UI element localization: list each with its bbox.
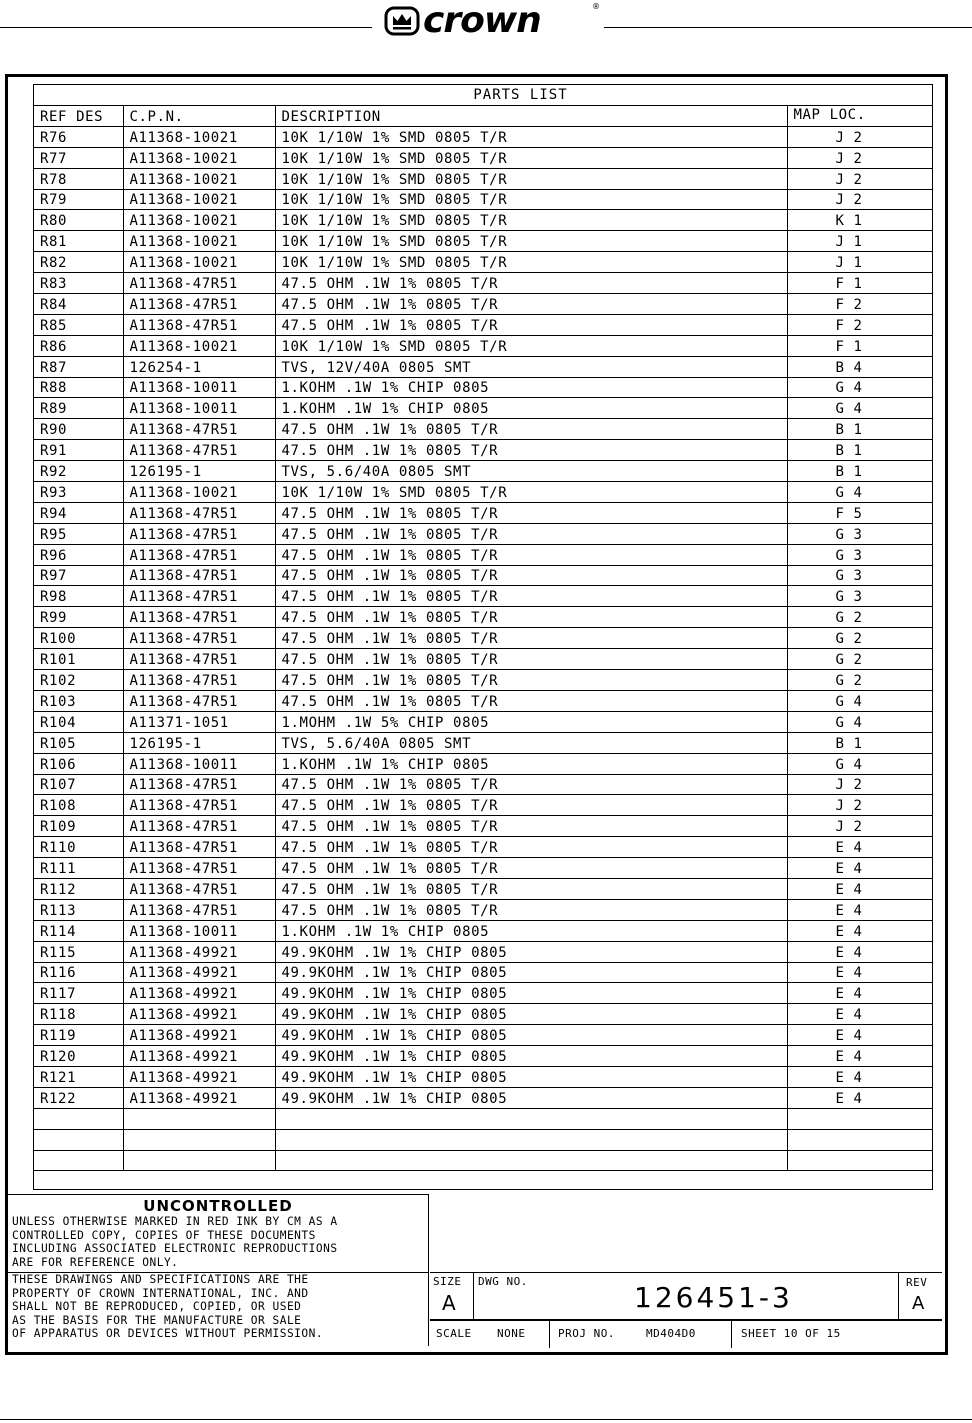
map-loc-cell: G 4	[787, 482, 932, 503]
map-loc-cell: J 1	[787, 252, 932, 273]
map-loc-cell: G 4	[787, 753, 932, 774]
ref-des-cell: R92	[34, 461, 123, 482]
table-row	[34, 941, 932, 962]
crown-wordmark: crown	[423, 0, 541, 41]
sheet-number: SHEET 10 OF 15	[741, 1327, 841, 1340]
map-loc-cell: J 2	[787, 795, 932, 816]
table-row	[34, 920, 932, 941]
table-row	[34, 147, 932, 168]
description-cell: 10K 1/10W 1% SMD 0805 T/R	[275, 252, 787, 273]
ref-des-cell: R117	[34, 983, 123, 1004]
cpn-cell: A11368-10011	[123, 377, 275, 398]
description-cell: 47.5 OHM .1W 1% 0805 T/R	[275, 419, 787, 440]
cpn-cell: A11368-10011	[123, 920, 275, 941]
ref-des-cell: R114	[34, 920, 123, 941]
column-header-description: DESCRIPTION	[275, 106, 787, 126]
crown-logo	[380, 2, 602, 40]
cpn-cell: A11368-47R51	[123, 523, 275, 544]
description-cell: 10K 1/10W 1% SMD 0805 T/R	[275, 189, 787, 210]
table-row	[34, 732, 932, 753]
map-loc-cell: E 4	[787, 1004, 932, 1025]
ref-des-cell: R84	[34, 294, 123, 315]
parts-list-title: PARTS LIST	[34, 85, 932, 106]
table-row	[34, 544, 932, 565]
map-loc-cell: E 4	[787, 1087, 932, 1108]
map-loc-cell: F 2	[787, 314, 932, 335]
cpn-cell: A11368-49921	[123, 941, 275, 962]
description-cell: 47.5 OHM .1W 1% 0805 T/R	[275, 565, 787, 586]
rev-cell	[900, 1273, 940, 1319]
table-row	[34, 461, 932, 482]
cpn-cell: A11368-47R51	[123, 816, 275, 837]
table-row	[34, 690, 932, 711]
ref-des-cell: R90	[34, 419, 123, 440]
ref-des-cell: R120	[34, 1046, 123, 1067]
map-loc-cell	[787, 1150, 932, 1171]
description-cell: 1.KOHM .1W 1% CHIP 0805	[275, 377, 787, 398]
map-loc-cell: J 2	[787, 147, 932, 168]
uncontrolled-notice	[8, 1194, 429, 1273]
map-loc-cell: G 3	[787, 523, 932, 544]
table-row	[34, 231, 932, 252]
description-cell: 49.9KOHM .1W 1% CHIP 0805	[275, 962, 787, 983]
table-row	[34, 502, 932, 523]
table-row	[34, 858, 932, 879]
ref-des-cell: R112	[34, 878, 123, 899]
cpn-cell: A11368-10021	[123, 168, 275, 189]
cpn-cell: A11368-47R51	[123, 690, 275, 711]
dwg-no-value: 126451-3	[634, 1281, 793, 1314]
map-loc-cell: E 4	[787, 1025, 932, 1046]
cpn-cell: A11368-10021	[123, 482, 275, 503]
table-row	[34, 1025, 932, 1046]
map-loc-cell: E 4	[787, 1066, 932, 1087]
map-loc-cell: F 1	[787, 335, 932, 356]
map-loc-cell: G 4	[787, 377, 932, 398]
cpn-cell: A11368-47R51	[123, 419, 275, 440]
cpn-cell: A11368-47R51	[123, 774, 275, 795]
map-loc-cell: E 4	[787, 837, 932, 858]
table-row	[34, 711, 932, 732]
ref-des-cell: R122	[34, 1087, 123, 1108]
description-cell: 47.5 OHM .1W 1% 0805 T/R	[275, 586, 787, 607]
ref-des-cell: R77	[34, 147, 123, 168]
scale-label: SCALE	[436, 1327, 472, 1340]
ref-des-cell: R88	[34, 377, 123, 398]
description-cell: TVS, 12V/40A 0805 SMT	[275, 356, 787, 377]
table-row	[34, 670, 932, 691]
map-loc-cell: F 1	[787, 273, 932, 294]
cpn-cell: A11368-10021	[123, 252, 275, 273]
map-loc-cell: E 4	[787, 983, 932, 1004]
table-row	[34, 899, 932, 920]
ref-des-cell: R113	[34, 899, 123, 920]
cpn-cell: A11368-47R51	[123, 565, 275, 586]
ref-des-cell: R82	[34, 252, 123, 273]
ref-des-cell: R93	[34, 482, 123, 503]
proj-no-label: PROJ NO.	[558, 1327, 615, 1340]
description-cell: 47.5 OHM .1W 1% 0805 T/R	[275, 858, 787, 879]
description-cell: TVS, 5.6/40A 0805 SMT	[275, 461, 787, 482]
ref-des-cell: R97	[34, 565, 123, 586]
description-cell: 47.5 OHM .1W 1% 0805 T/R	[275, 607, 787, 628]
ref-des-cell: R111	[34, 858, 123, 879]
table-row	[34, 335, 932, 356]
table-row	[34, 440, 932, 461]
ref-des-cell: R85	[34, 314, 123, 335]
table-row	[34, 294, 932, 315]
ref-des-cell: R102	[34, 670, 123, 691]
cpn-cell	[123, 1108, 275, 1129]
rev-value: A	[912, 1293, 925, 1314]
table-row	[34, 837, 932, 858]
description-cell: 47.5 OHM .1W 1% 0805 T/R	[275, 795, 787, 816]
description-cell: 47.5 OHM .1W 1% 0805 T/R	[275, 816, 787, 837]
cpn-cell: A11368-47R51	[123, 607, 275, 628]
rev-label: REV	[906, 1276, 928, 1289]
table-row	[34, 314, 932, 335]
ref-des-cell: R116	[34, 962, 123, 983]
description-cell: 47.5 OHM .1W 1% 0805 T/R	[275, 878, 787, 899]
description-cell: 49.9KOHM .1W 1% CHIP 0805	[275, 1066, 787, 1087]
ref-des-cell: R81	[34, 231, 123, 252]
table-row	[34, 523, 932, 544]
description-cell: TVS, 5.6/40A 0805 SMT	[275, 732, 787, 753]
table-row	[34, 1150, 932, 1171]
description-cell: 10K 1/10W 1% SMD 0805 T/R	[275, 147, 787, 168]
cpn-cell: A11371-1051	[123, 711, 275, 732]
description-cell: 47.5 OHM .1W 1% 0805 T/R	[275, 523, 787, 544]
cpn-cell: A11368-10021	[123, 231, 275, 252]
scale-cell	[430, 1320, 550, 1348]
ref-des-cell: R103	[34, 690, 123, 711]
map-loc-cell: B 4	[787, 356, 932, 377]
cpn-cell: A11368-47R51	[123, 628, 275, 649]
cpn-cell: A11368-49921	[123, 1046, 275, 1067]
ref-des-cell: R94	[34, 502, 123, 523]
map-loc-cell: G 4	[787, 398, 932, 419]
description-cell: 47.5 OHM .1W 1% 0805 T/R	[275, 649, 787, 670]
ref-des-cell: R95	[34, 523, 123, 544]
cpn-cell: A11368-10021	[123, 189, 275, 210]
ref-des-cell	[34, 1150, 123, 1171]
cpn-cell: A11368-49921	[123, 1004, 275, 1025]
sheet-cell	[733, 1320, 933, 1348]
description-cell: 10K 1/10W 1% SMD 0805 T/R	[275, 126, 787, 147]
description-cell: 47.5 OHM .1W 1% 0805 T/R	[275, 273, 787, 294]
map-loc-cell: G 2	[787, 670, 932, 691]
cpn-cell: A11368-49921	[123, 1087, 275, 1108]
table-row	[34, 482, 932, 503]
map-loc-cell: G 2	[787, 628, 932, 649]
cpn-cell: A11368-10021	[123, 147, 275, 168]
map-loc-cell: E 4	[787, 1046, 932, 1067]
map-loc-cell: E 4	[787, 858, 932, 879]
map-loc-cell: J 2	[787, 126, 932, 147]
table-row	[34, 273, 932, 294]
cpn-cell: A11368-47R51	[123, 440, 275, 461]
description-cell: 1.MOHM .1W 5% CHIP 0805	[275, 711, 787, 732]
size-label: SIZE	[433, 1275, 462, 1288]
cpn-cell	[123, 1129, 275, 1150]
header-rule-left	[0, 27, 372, 28]
table-row	[34, 607, 932, 628]
description-cell: 49.9KOHM .1W 1% CHIP 0805	[275, 983, 787, 1004]
map-loc-cell: G 2	[787, 649, 932, 670]
cpn-cell: A11368-47R51	[123, 878, 275, 899]
cpn-cell: A11368-47R51	[123, 837, 275, 858]
description-cell: 1.KOHM .1W 1% CHIP 0805	[275, 753, 787, 774]
ref-des-cell: R96	[34, 544, 123, 565]
ref-des-cell: R105	[34, 732, 123, 753]
map-loc-cell: E 4	[787, 962, 932, 983]
table-row	[34, 983, 932, 1004]
column-header-cpn: C.P.N.	[123, 106, 275, 126]
ref-des-cell: R89	[34, 398, 123, 419]
table-row	[34, 1087, 932, 1108]
table-row	[34, 1004, 932, 1025]
map-loc-cell: B 1	[787, 732, 932, 753]
map-loc-cell: G 3	[787, 544, 932, 565]
ref-des-cell: R101	[34, 649, 123, 670]
column-header-ref-des: REF DES	[34, 106, 123, 126]
cpn-cell: A11368-47R51	[123, 294, 275, 315]
ref-des-cell: R91	[34, 440, 123, 461]
ref-des-cell: R110	[34, 837, 123, 858]
column-header-map-loc: MAP LOC.	[787, 106, 932, 126]
cpn-cell: A11368-47R51	[123, 670, 275, 691]
ref-des-cell: R119	[34, 1025, 123, 1046]
ref-des-cell: R104	[34, 711, 123, 732]
table-row	[34, 565, 932, 586]
uncontrolled-text: UNLESS OTHERWISE MARKED IN RED INK BY CM AS A CONTROLLED COPY, COPIES OF THESE DOCUMENTS INCLUDING ASSOCIATED ELECTRONIC REPRODUCTIONS ARE FOR REFERENCE ONLY.	[12, 1215, 338, 1269]
cpn-cell: A11368-47R51	[123, 273, 275, 294]
table-row	[34, 753, 932, 774]
table-row	[34, 356, 932, 377]
ref-des-cell: R109	[34, 816, 123, 837]
table-row	[34, 168, 932, 189]
cpn-cell: A11368-47R51	[123, 795, 275, 816]
ref-des-cell: R78	[34, 168, 123, 189]
description-cell: 47.5 OHM .1W 1% 0805 T/R	[275, 294, 787, 315]
cpn-cell: A11368-47R51	[123, 314, 275, 335]
description-cell: 1.KOHM .1W 1% CHIP 0805	[275, 398, 787, 419]
description-cell: 47.5 OHM .1W 1% 0805 T/R	[275, 544, 787, 565]
description-cell: 49.9KOHM .1W 1% CHIP 0805	[275, 1004, 787, 1025]
proj-no-value: MD404D0	[646, 1327, 696, 1340]
description-cell: 47.5 OHM .1W 1% 0805 T/R	[275, 502, 787, 523]
proj-no-cell	[550, 1320, 732, 1348]
description-cell: 47.5 OHM .1W 1% 0805 T/R	[275, 670, 787, 691]
table-row	[34, 398, 932, 419]
footer-rule	[0, 1419, 972, 1420]
ref-des-cell: R118	[34, 1004, 123, 1025]
ref-des-cell: R107	[34, 774, 123, 795]
table-row	[34, 795, 932, 816]
description-cell: 1.KOHM .1W 1% CHIP 0805	[275, 920, 787, 941]
ref-des-cell: R121	[34, 1066, 123, 1087]
ref-des-cell: R76	[34, 126, 123, 147]
property-notice-text: THESE DRAWINGS AND SPECIFICATIONS ARE THE PROPERTY OF CROWN INTERNATIONAL, INC. AND SHALL NOT BE REPRODUCED, COPIED, OR USED AS THE BASIS FOR THE MANUFACTURE OR SALE OF APPARATUS OR DEVICES WITHOUT PERMISSION.	[12, 1273, 324, 1340]
ref-des-cell: R87	[34, 356, 123, 377]
ref-des-cell	[34, 1129, 123, 1150]
table-row	[34, 816, 932, 837]
cpn-cell: A11368-49921	[123, 983, 275, 1004]
ref-des-cell: R108	[34, 795, 123, 816]
description-cell: 47.5 OHM .1W 1% 0805 T/R	[275, 774, 787, 795]
cpn-cell: A11368-47R51	[123, 586, 275, 607]
description-cell: 47.5 OHM .1W 1% 0805 T/R	[275, 899, 787, 920]
description-cell: 47.5 OHM .1W 1% 0805 T/R	[275, 690, 787, 711]
description-cell: 10K 1/10W 1% SMD 0805 T/R	[275, 482, 787, 503]
map-loc-cell: E 4	[787, 941, 932, 962]
ref-des-cell: R99	[34, 607, 123, 628]
description-cell: 47.5 OHM .1W 1% 0805 T/R	[275, 837, 787, 858]
description-cell: 49.9KOHM .1W 1% CHIP 0805	[275, 1087, 787, 1108]
ref-des-cell: R115	[34, 941, 123, 962]
table-row	[34, 419, 932, 440]
description-cell: 10K 1/10W 1% SMD 0805 T/R	[275, 168, 787, 189]
table-row	[34, 1046, 932, 1067]
description-cell: 10K 1/10W 1% SMD 0805 T/R	[275, 231, 787, 252]
description-cell: 49.9KOHM .1W 1% CHIP 0805	[275, 941, 787, 962]
ref-des-cell: R80	[34, 210, 123, 231]
map-loc-cell: J 2	[787, 774, 932, 795]
ref-des-cell: R79	[34, 189, 123, 210]
property-notice	[8, 1272, 429, 1346]
table-row	[34, 649, 932, 670]
map-loc-cell: B 1	[787, 419, 932, 440]
table-row	[34, 1129, 932, 1150]
dwg-no-cell	[474, 1273, 899, 1319]
cpn-cell: A11368-10011	[123, 398, 275, 419]
table-row	[34, 210, 932, 231]
map-loc-cell: G 3	[787, 586, 932, 607]
table-row	[34, 774, 932, 795]
map-loc-cell: J 2	[787, 168, 932, 189]
map-loc-cell	[787, 1129, 932, 1150]
registered-mark: ®	[592, 2, 600, 11]
map-loc-cell: J 1	[787, 231, 932, 252]
map-loc-cell: J 2	[787, 816, 932, 837]
ref-des-cell	[34, 1108, 123, 1129]
parts-list	[33, 84, 933, 1190]
cpn-cell: 126195-1	[123, 461, 275, 482]
dwg-no-label: DWG NO.	[478, 1275, 528, 1288]
header-rule-right	[604, 27, 972, 28]
size-value: A	[442, 1291, 456, 1315]
size-cell	[430, 1273, 474, 1319]
map-loc-cell: G 4	[787, 690, 932, 711]
map-loc-cell: F 5	[787, 502, 932, 523]
table-row	[34, 189, 932, 210]
description-cell: 49.9KOHM .1W 1% CHIP 0805	[275, 1046, 787, 1067]
table-row	[34, 628, 932, 649]
crown-icon	[384, 6, 420, 36]
cpn-cell	[123, 1150, 275, 1171]
map-loc-cell: G 4	[787, 711, 932, 732]
map-loc-cell: E 4	[787, 920, 932, 941]
ref-des-cell: R100	[34, 628, 123, 649]
parts-table-header	[34, 106, 932, 126]
cpn-cell: A11368-10011	[123, 753, 275, 774]
ref-des-cell: R86	[34, 335, 123, 356]
description-cell	[275, 1108, 787, 1129]
table-row	[34, 126, 932, 147]
table-row	[34, 1108, 932, 1129]
map-loc-cell: K 1	[787, 210, 932, 231]
scale-value: NONE	[497, 1327, 526, 1340]
cpn-cell: A11368-10021	[123, 335, 275, 356]
description-cell: 10K 1/10W 1% SMD 0805 T/R	[275, 210, 787, 231]
description-cell	[275, 1150, 787, 1171]
map-loc-cell: B 1	[787, 440, 932, 461]
description-cell: 10K 1/10W 1% SMD 0805 T/R	[275, 335, 787, 356]
parts-table	[34, 106, 932, 1171]
ref-des-cell: R106	[34, 753, 123, 774]
map-loc-cell	[787, 1108, 932, 1129]
description-cell: 47.5 OHM .1W 1% 0805 T/R	[275, 440, 787, 461]
cpn-cell: A11368-10021	[123, 210, 275, 231]
cpn-cell: A11368-47R51	[123, 502, 275, 523]
description-cell: 49.9KOHM .1W 1% CHIP 0805	[275, 1025, 787, 1046]
cpn-cell: A11368-10021	[123, 126, 275, 147]
cpn-cell: A11368-47R51	[123, 858, 275, 879]
description-cell: 47.5 OHM .1W 1% 0805 T/R	[275, 314, 787, 335]
cpn-cell: A11368-49921	[123, 962, 275, 983]
cpn-cell: 126195-1	[123, 732, 275, 753]
description-cell	[275, 1129, 787, 1150]
map-loc-cell: G 2	[787, 607, 932, 628]
table-row	[34, 252, 932, 273]
cpn-cell: A11368-47R51	[123, 899, 275, 920]
map-loc-cell: E 4	[787, 899, 932, 920]
ref-des-cell: R83	[34, 273, 123, 294]
cpn-cell: A11368-49921	[123, 1066, 275, 1087]
map-loc-cell: B 1	[787, 461, 932, 482]
table-row	[34, 878, 932, 899]
title-block	[430, 1272, 942, 1350]
cpn-cell: A11368-47R51	[123, 649, 275, 670]
table-row	[34, 1066, 932, 1087]
cpn-cell: 126254-1	[123, 356, 275, 377]
map-loc-cell: J 2	[787, 189, 932, 210]
table-row	[34, 962, 932, 983]
map-loc-cell: E 4	[787, 878, 932, 899]
map-loc-cell: F 2	[787, 294, 932, 315]
map-loc-cell: G 3	[787, 565, 932, 586]
cpn-cell: A11368-49921	[123, 1025, 275, 1046]
table-row	[34, 586, 932, 607]
uncontrolled-title: UNCONTROLLED	[143, 1197, 293, 1215]
table-row	[34, 377, 932, 398]
cpn-cell: A11368-47R51	[123, 544, 275, 565]
description-cell: 47.5 OHM .1W 1% 0805 T/R	[275, 628, 787, 649]
ref-des-cell: R98	[34, 586, 123, 607]
